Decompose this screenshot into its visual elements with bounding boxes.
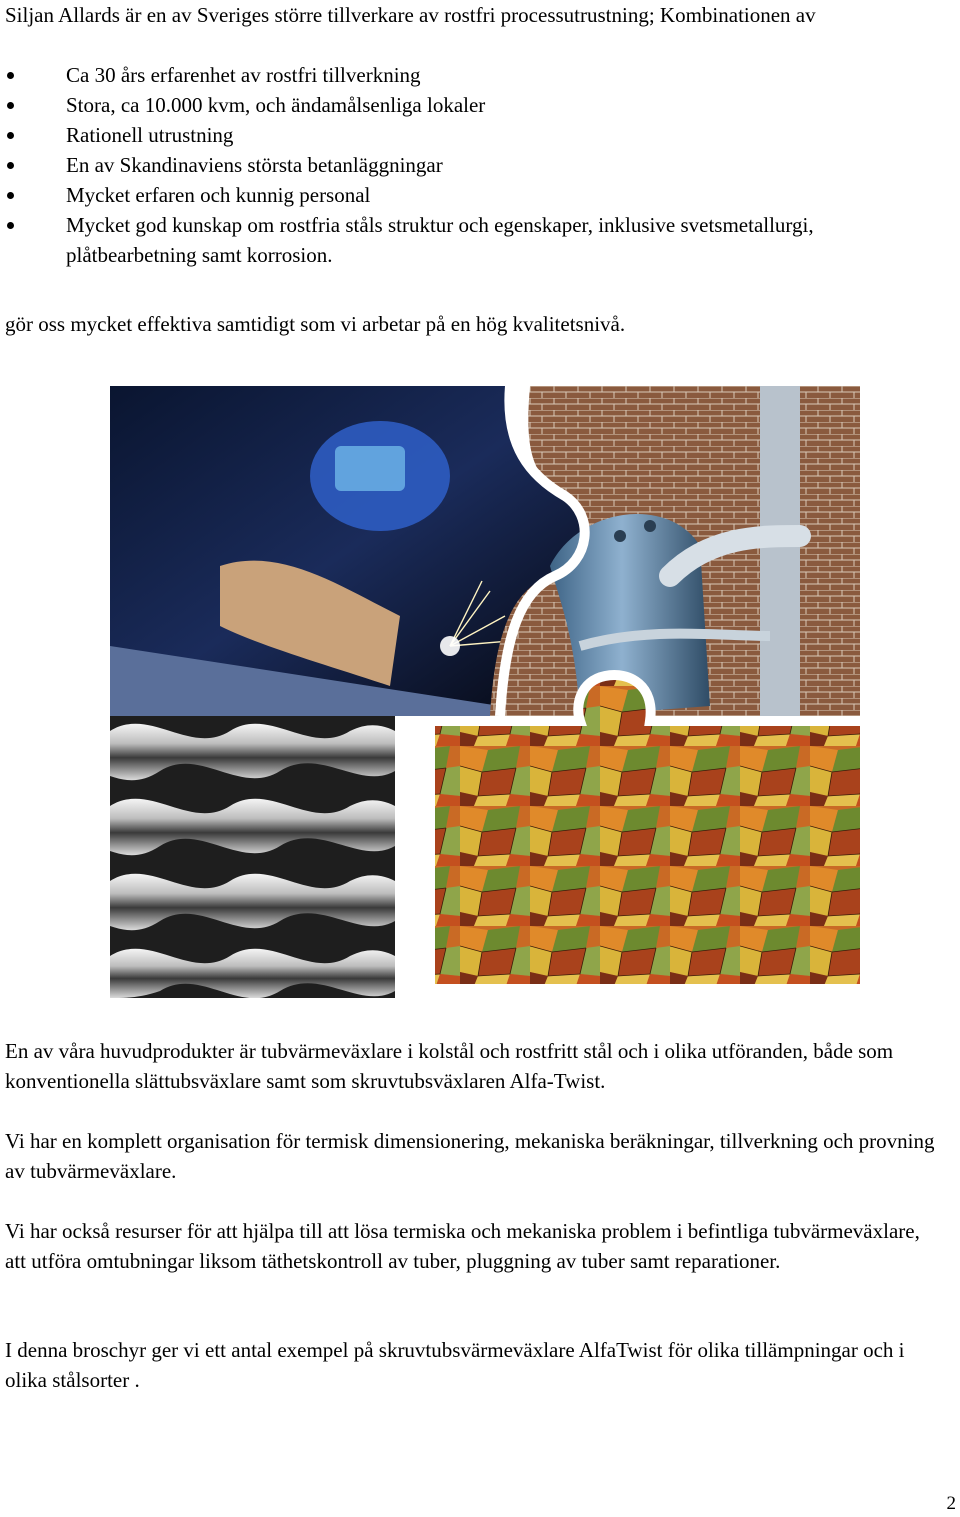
- bullet-icon: [7, 192, 14, 199]
- page-number: 2: [946, 1493, 956, 1514]
- list-item: Mycket erfaren och kunnig personal: [5, 180, 940, 210]
- body-paragraph: I denna broschyr ger vi ett antal exempel på skruvtubsvärmeväxlare AlfaTwist för olika tillämpningar och i olika stålsorter .: [5, 1338, 905, 1392]
- bullet-icon: [7, 102, 14, 109]
- list-item: En av Skandinaviens största betanläggningar: [5, 150, 940, 180]
- summary-line: gör oss mycket effektiva samtidigt som vi arbetar på en hög kvalitetsnivå.: [5, 312, 626, 336]
- twisted-tubes-photo: [110, 716, 395, 998]
- list-item: Stora, ca 10.000 kvm, och ändamålsenliga lokaler: [5, 90, 940, 120]
- body-paragraph: Vi har en komplett organisation för termisk dimensionering, mekaniska beräkningar, tillverkning och provning av tubvärmeväxlare.: [5, 1129, 935, 1183]
- list-item: Rationell utrustning: [5, 120, 940, 150]
- bullet-icon: [7, 132, 14, 139]
- puzzle-photo-collage: [110, 386, 860, 998]
- bullet-icon: [7, 72, 14, 79]
- bullet-icon: [7, 222, 14, 229]
- intro-paragraph: Siljan Allards är en av Sveriges större tillverkare av rostfri processutrustning; Kombinationen av: [5, 3, 816, 27]
- list-item: Ca 30 års erfarenhet av rostfri tillverkning: [5, 60, 940, 90]
- body-paragraph: Vi har också resurser för att hjälpa till att lösa termiska och mekaniska problem i befintliga tubvärmeväxlare, att utföra omtubningar liksom täthetskontroll av tuber, pluggning av tuber samt reparationer.: [5, 1219, 920, 1273]
- capability-list: [5, 60, 940, 270]
- list-item: Mycket god kunskap om rostfria ståls struktur och egenskaper, inklusive svetsmetallurgi, plåtbearbetning samt korrosion.: [5, 210, 940, 270]
- collage-image: [110, 386, 860, 998]
- bullet-icon: [7, 162, 14, 169]
- body-paragraph: En av våra huvudprodukter är tubvärmeväxlare i kolstål och rostfritt stål och i olika utföranden, både som konventionella slättubsväxlare samt som skruvtubsväxlaren Alfa-Twist.: [5, 1039, 894, 1093]
